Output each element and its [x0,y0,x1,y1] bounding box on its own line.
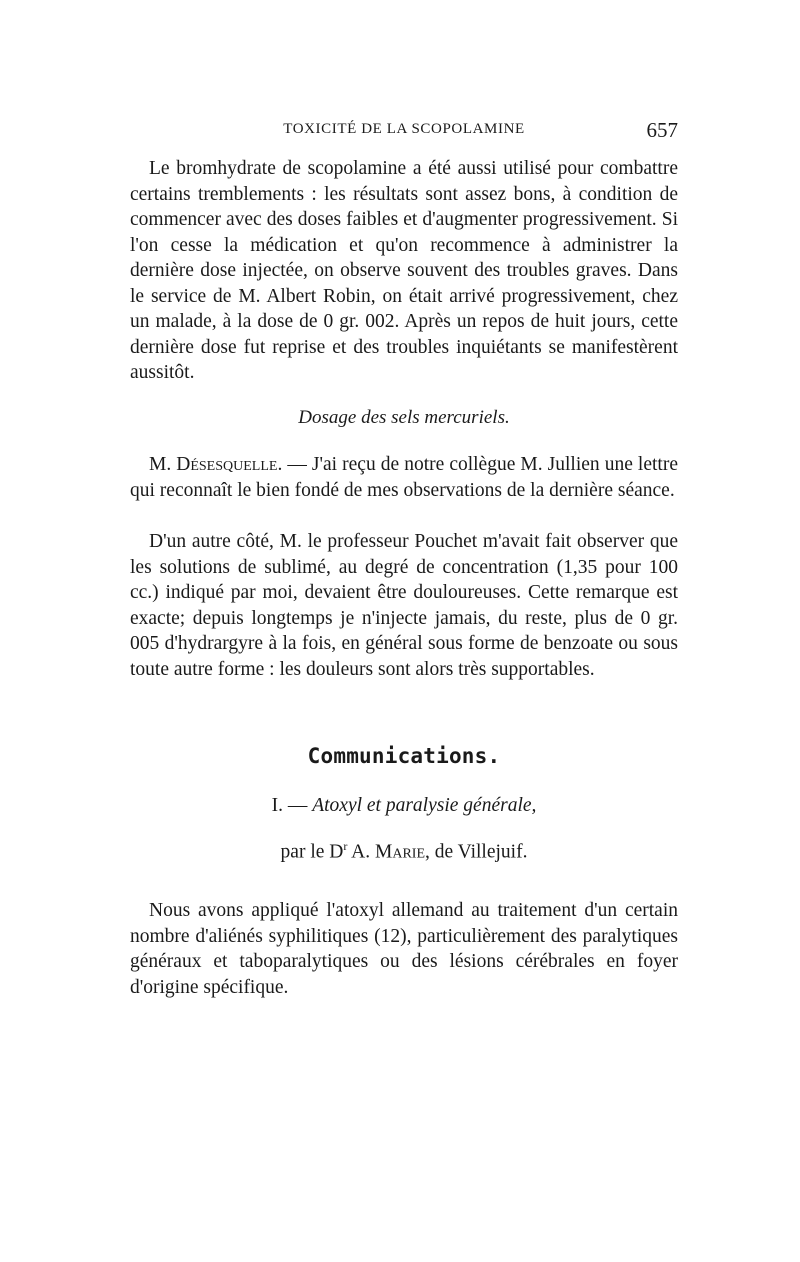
article-title [130,795,678,817]
author-name: A. Marie [347,841,425,863]
byline-sup: r [343,839,348,853]
running-head [130,118,678,142]
section-heading: Communications. [307,744,501,768]
byline-prefix: par le D [280,841,344,863]
page-number: 657 [646,118,678,142]
article-title-text: Atoxyl et paralysie générale, [312,795,537,816]
paragraph-scopolamine: Le bromhydrate de scopolamine a été aussi utilisé pour combattre certains tremblements : les résultats sont assez bons, à condition de commencer avec des doses faibles et d'augmenter progressivement. Si l'on cesse la médication et qu'on recommence à administrer la dernière dose injectée, on observe souvent des troubles graves. Dans le service de M. Albert Robin, on était arrivé progressivement, chez un malade, à la dose de 0 gr. 002. Après un repos de huit jours, cette dernière dose fut reprise et des troubles inquiétants se manifestèrent aussitôt. [130,158,678,383]
paragraph-atoxyl: Nous avons appliqué l'atoxyl allemand au traitement d'un certain nombre d'aliénés syphilitiques (12), particulièrement des paralytiques généraux et taboparalytiques ou des lésions cérébrales en foyer d'origine spécifique. [130,900,678,998]
subheading-dosage: Dosage des sels mercuriels. [298,407,510,428]
paragraph-desesquelle [130,452,678,503]
speaker-name: M. Désesquelle. [149,454,283,475]
running-title: TOXICITÉ DE LA SCOPOLAMINE [283,121,525,137]
article-byline [130,839,678,864]
paragraph-pouchet: D'un autre côté, M. le professeur Pouchet m'avait fait observer que les solutions de sublimé, au degré de concentration (1,35 pour 100 cc.) indiqué par moi, devaient être douloureuses. Cette remarque est exacte; depuis longtemps je n'injecte jamais, du reste, plus de 0 gr. 005 d'hydrargyre à la fois, en général sous forme de benzoate ou sous toute autre forme : les douleurs sont alors très supportables. [130,531,678,680]
byline-suffix: , de Villejuif. [425,841,528,863]
paragraph-desesquelle-text: — J'ai reçu de notre collègue M. Jullien une lettre qui reconnaît le bien fondé de mes observations de la dernière séance. [130,454,678,501]
article-number: I. — [271,795,313,816]
